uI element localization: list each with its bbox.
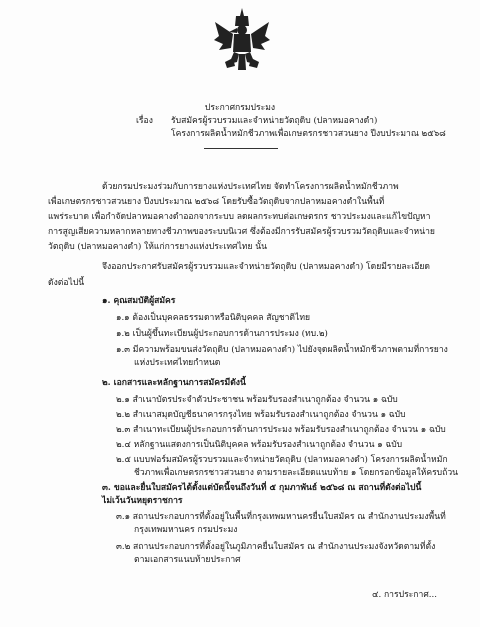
issuer-heading: ประกาศกรมประมง [204, 103, 276, 113]
section-heading: ๓. ขอและยื่นใบสมัครได้ตั้งแต่บัดนี้จนถึงวันที่ ๕ กุมภาพันธ์ ๒๕๖๘ ณ สถานที่ดังต่อไปนี้ [102, 483, 422, 493]
garuda-emblem [213, 6, 271, 72]
subject-line-2: โครงการผลิตน้ำหมักชีวภาพเพื่อเกษตรกรชาวสวนยาง ปีงบประมาณ ๒๕๖๘ [171, 129, 446, 139]
list-item: ๒.๔ หลักฐานแสดงการเป็นนิติบุคคล พร้อมรับรองสำเนาถูกต้อง จำนวน ๑ ฉบับ [116, 440, 403, 450]
list-item: ๓.๑ สถานประกอบการที่ตั้งอยู่ในพื้นที่กรุงเทพมหานครยื่นใบสมัคร ณ สำนักงานประมงพื้นที่ [116, 512, 446, 522]
subject-label: เรื่อง [136, 116, 153, 126]
intro-line: เพื่อเกษตรกรชาวสวนยาง ปีงบประมาณ ๒๕๖๘ โดยรับซื้อวัตถุดิบจากปลาหมอคางดำในพื้นที่ [48, 197, 385, 207]
intro-line: การสูญเสียความหลากหลายทางชีวภาพของระบบนิเวศ ซึ่งต้องมีการรับสมัครผู้รวบรวมวัตถุดิบและจำหน่าย [48, 227, 435, 237]
list-item-continuation: ตามเอกสารแนบท้ายประกาศ [134, 555, 241, 565]
list-item: ๓.๒ สถานประกอบการที่ตั้งอยู่ในภูมิภาคยื่นใบสมัคร ณ สำนักงานประมงจังหวัดตามที่ตั้ง [116, 542, 436, 552]
list-item: ๒.๓ สำเนาทะเบียนผู้ประกอบการด้านการประมง พร้อมรับรองสำเนาถูกต้อง จำนวน ๑ ฉบับ [116, 425, 446, 435]
section-heading: ๒. เอกสารและหลักฐานการสมัครมีดังนี้ [102, 378, 246, 388]
intro-line: แพร่ระบาด เพื่อกำจัดปลาหมอคางดำออกจากระบบ ลดผลกระทบต่อเกษตรกร ชาวประมงและแก้ไขปัญหา [48, 212, 431, 222]
list-item: ๒.๑ สำเนาบัตรประจำตัวประชาชน พร้อมรับรองสำเนาถูกต้อง จำนวน ๑ ฉบับ [116, 395, 398, 405]
list-item: ๑.๑ ต้องเป็นบุคคลธรรมดาหรือนิติบุคคล สัญชาติไทย [116, 313, 311, 323]
subject-line-1: รับสมัครผู้รวบรวมและจำหน่ายวัตถุดิบ (ปลาหมอคางดำ) [171, 116, 378, 126]
intro-line: จึงออกประกาศรับสมัครผู้รวบรวมและจำหน่ายวัตถุดิบ (ปลาหมอคางดำ) โดยมีรายละเอียด [102, 262, 430, 272]
section-heading-continuation: ไม่เว้นวันหยุดราชการ [102, 496, 183, 506]
list-item-continuation: กรุงเทพมหานคร กรมประมง [134, 525, 238, 535]
list-item: ๒.๒ สำเนาสมุดบัญชีธนาคารกรุงไทย พร้อมรับรองสำเนาถูกต้อง จำนวน ๑ ฉบับ [116, 410, 406, 420]
intro-line: วัตถุดิบ (ปลาหมอคางดำ) ให้แก่การยางแห่งประเทศไทย นั้น [48, 242, 267, 252]
section-heading: ๑. คุณสมบัติผู้สมัคร [102, 296, 176, 306]
list-item: ๒.๕ แบบฟอร์มสมัครผู้รวบรวมและจำหน่ายวัตถุดิบ (ปลาหมอคางดำ) โครงการผลิตน้ำหมัก [116, 455, 448, 465]
list-item: ๑.๒ เป็นผู้ขึ้นทะเบียนผู้ประกอบการด้านการประมง (ทบ.๒) [116, 329, 328, 339]
list-item: ๑.๓ มีความพร้อมขนส่งวัตถุดิบ (ปลาหมอคางดำ) ไปยังจุดผลิตน้ำหมักชีวภาพตามที่การยาง [116, 345, 448, 355]
page-continuation: ๔. การประกาศ... [372, 590, 437, 600]
list-item-continuation: แห่งประเทศไทยกำหนด [134, 358, 221, 368]
divider [204, 148, 278, 149]
list-item-continuation: ชีวภาพเพื่อเกษตรกรชาวสวนยาง ตามรายละเอียดแนบท้าย ๑ โดยกรอกข้อมูลให้ครบถ้วน [134, 468, 459, 478]
intro-line: ดังต่อไปนี้ [48, 278, 85, 288]
intro-line: ด้วยกรมประมงร่วมกับการยางแห่งประเทศไทย จัดทำโครงการผลิตน้ำหมักชีวภาพ [102, 182, 399, 192]
